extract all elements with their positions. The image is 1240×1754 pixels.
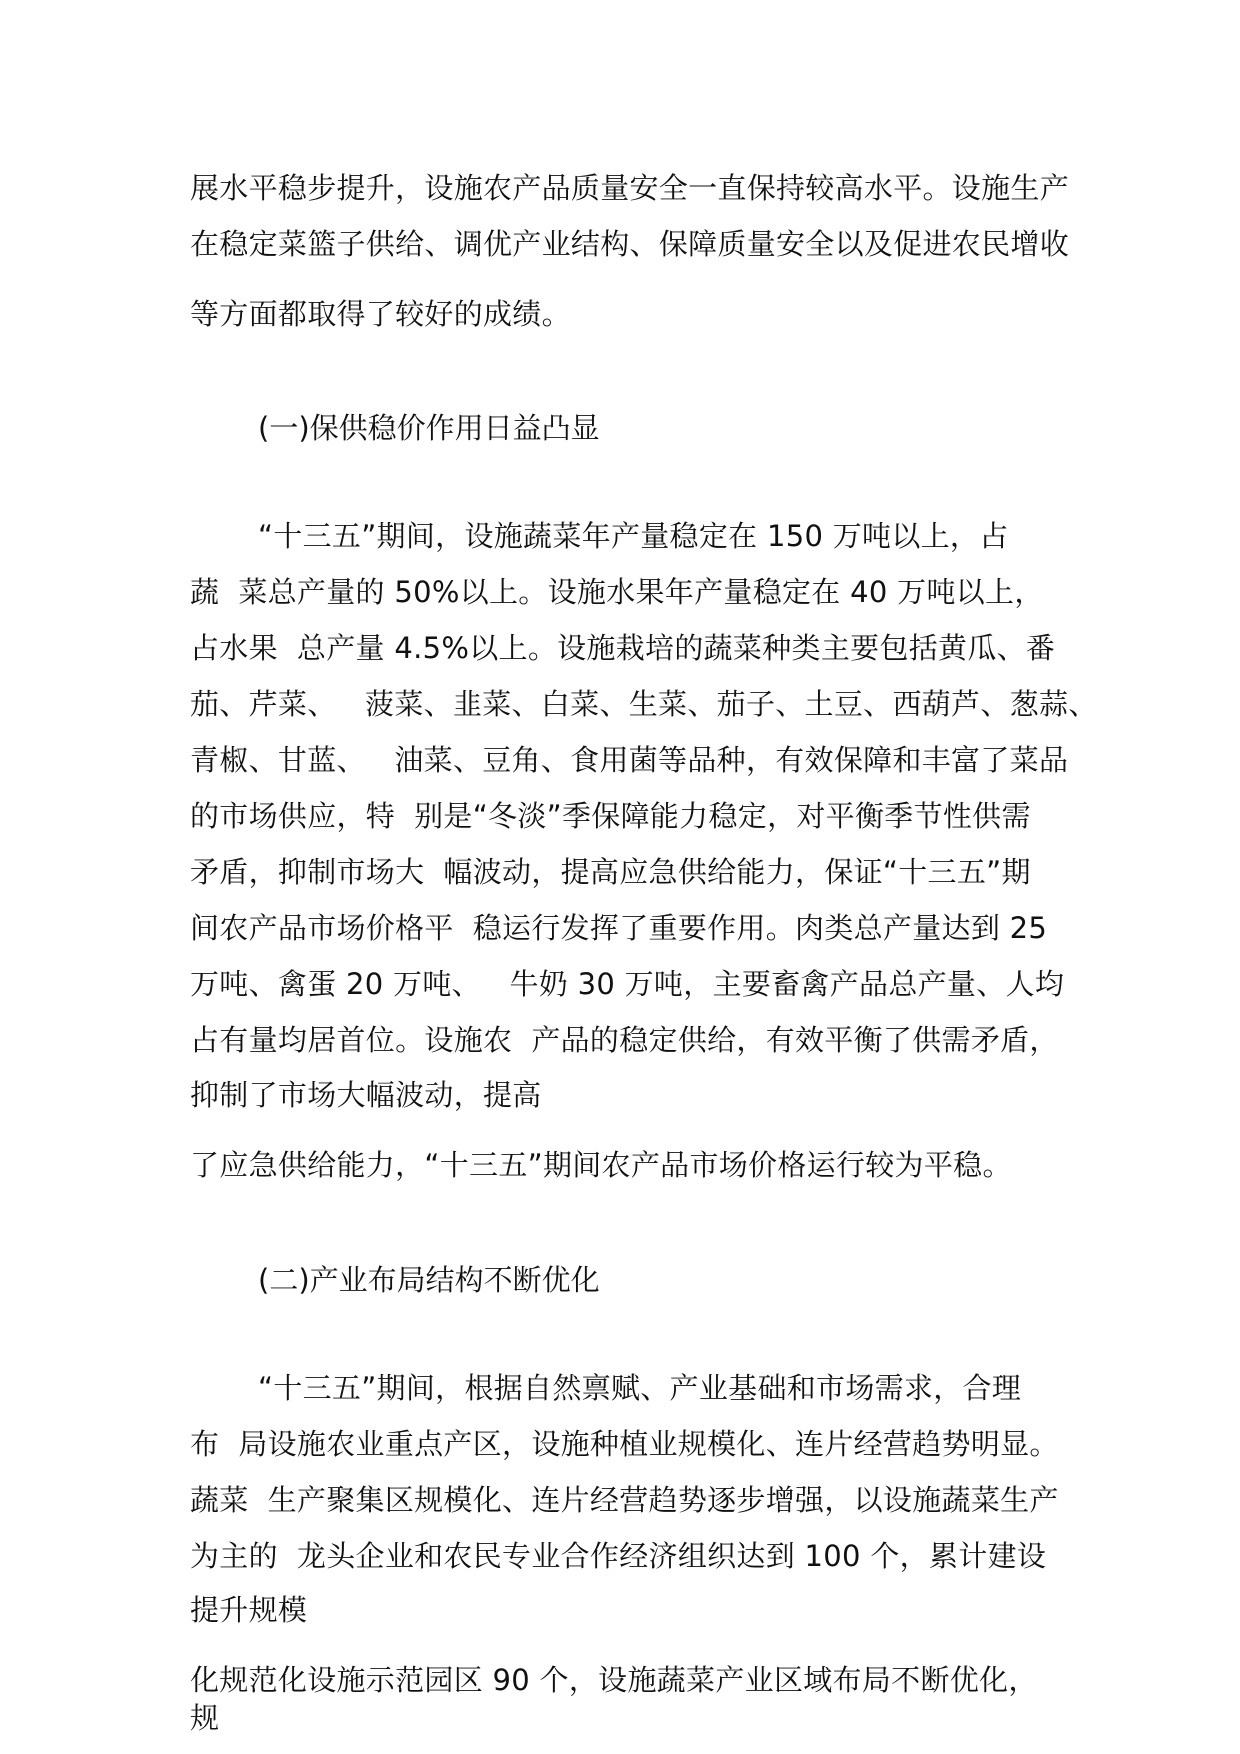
section-1-line-4: 茄、芹菜、 菠菜、韭菜、白菜、生菜、茄子、土豆、西葫芦、葱蒜、 [190, 687, 1098, 721]
section-1-line-3: 占水果 总产量 4.5%以上。设施栽培的蔬菜种类主要包括黄瓜、番 [190, 631, 1056, 665]
intro-line-2: 在稳定菜篮子供给、调优产业结构、保障质量安全以及促进农民增收 [190, 227, 1070, 261]
section-2-line-7: 规 [190, 1701, 220, 1735]
section-2-heading: (二)产业布局结构不断优化 [258, 1263, 600, 1297]
section-1-line-8: 间农产品市场价格平 稳运行发挥了重要作用。肉类总产量达到 25 [190, 911, 1048, 945]
intro-line-1: 展水平稳步提升，设施农产品质量安全一直保持较高水平。设施生产 [190, 171, 1070, 205]
section-1-line-6: 的市场供应，特 别是“冬淡”季保障能力稳定，对平衡季节性供需 [190, 799, 1031, 833]
section-1-line-10: 占有量均居首位。设施农 产品的稳定供给，有效平衡了供需矛盾， [190, 1023, 1059, 1057]
section-2-line-1: “十三五”期间，根据自然禀赋、产业基础和市场需求，合理 [258, 1371, 1022, 1405]
section-1-heading: (一)保供稳价作用日益凸显 [258, 411, 600, 445]
section-2-line-3: 蔬菜 生产聚集区规模化、连片经营趋势逐步增强，以设施蔬菜生产 [190, 1483, 1059, 1517]
intro-line-3: 等方面都取得了较好的成绩。 [190, 297, 571, 331]
section-2-line-2: 布 局设施农业重点产区，设施种植业规模化、连片经营趋势明显。 [190, 1427, 1059, 1461]
section-1-line-11: 抑制了市场大幅波动，提高 [190, 1078, 542, 1112]
section-1-line-1: “十三五”期间，设施蔬菜年产量稳定在 150 万吨以上，占 [258, 519, 1009, 553]
section-1-line-7: 矛盾，抑制市场大 幅波动，提高应急供给能力，保证“十三五”期 [190, 855, 1031, 889]
section-1-line-2: 蔬 菜总产量的 50%以上。设施水果年产量稳定在 40 万吨以上， [190, 575, 1044, 609]
section-2-line-4: 为主的 龙头企业和农民专业合作经济组织达到 100 个，累计建设 [190, 1539, 1047, 1573]
section-1-line-5: 青椒、甘蓝、 油菜、豆角、食用菌等品种，有效保障和丰富了菜品 [190, 743, 1069, 777]
section-2-line-6: 化规范化设施示范园区 90 个，设施蔬菜产业区域布局不断优化， [190, 1663, 1038, 1697]
section-1-line-12: 了应急供给能力，“十三五”期间农产品市场价格运行较为平稳。 [190, 1148, 1012, 1182]
section-2-line-5: 提升规模 [190, 1593, 308, 1627]
section-1-line-9: 万吨、禽蛋 20 万吨、 牛奶 30 万吨，主要畜禽产品总产量、人均 [190, 967, 1065, 1001]
